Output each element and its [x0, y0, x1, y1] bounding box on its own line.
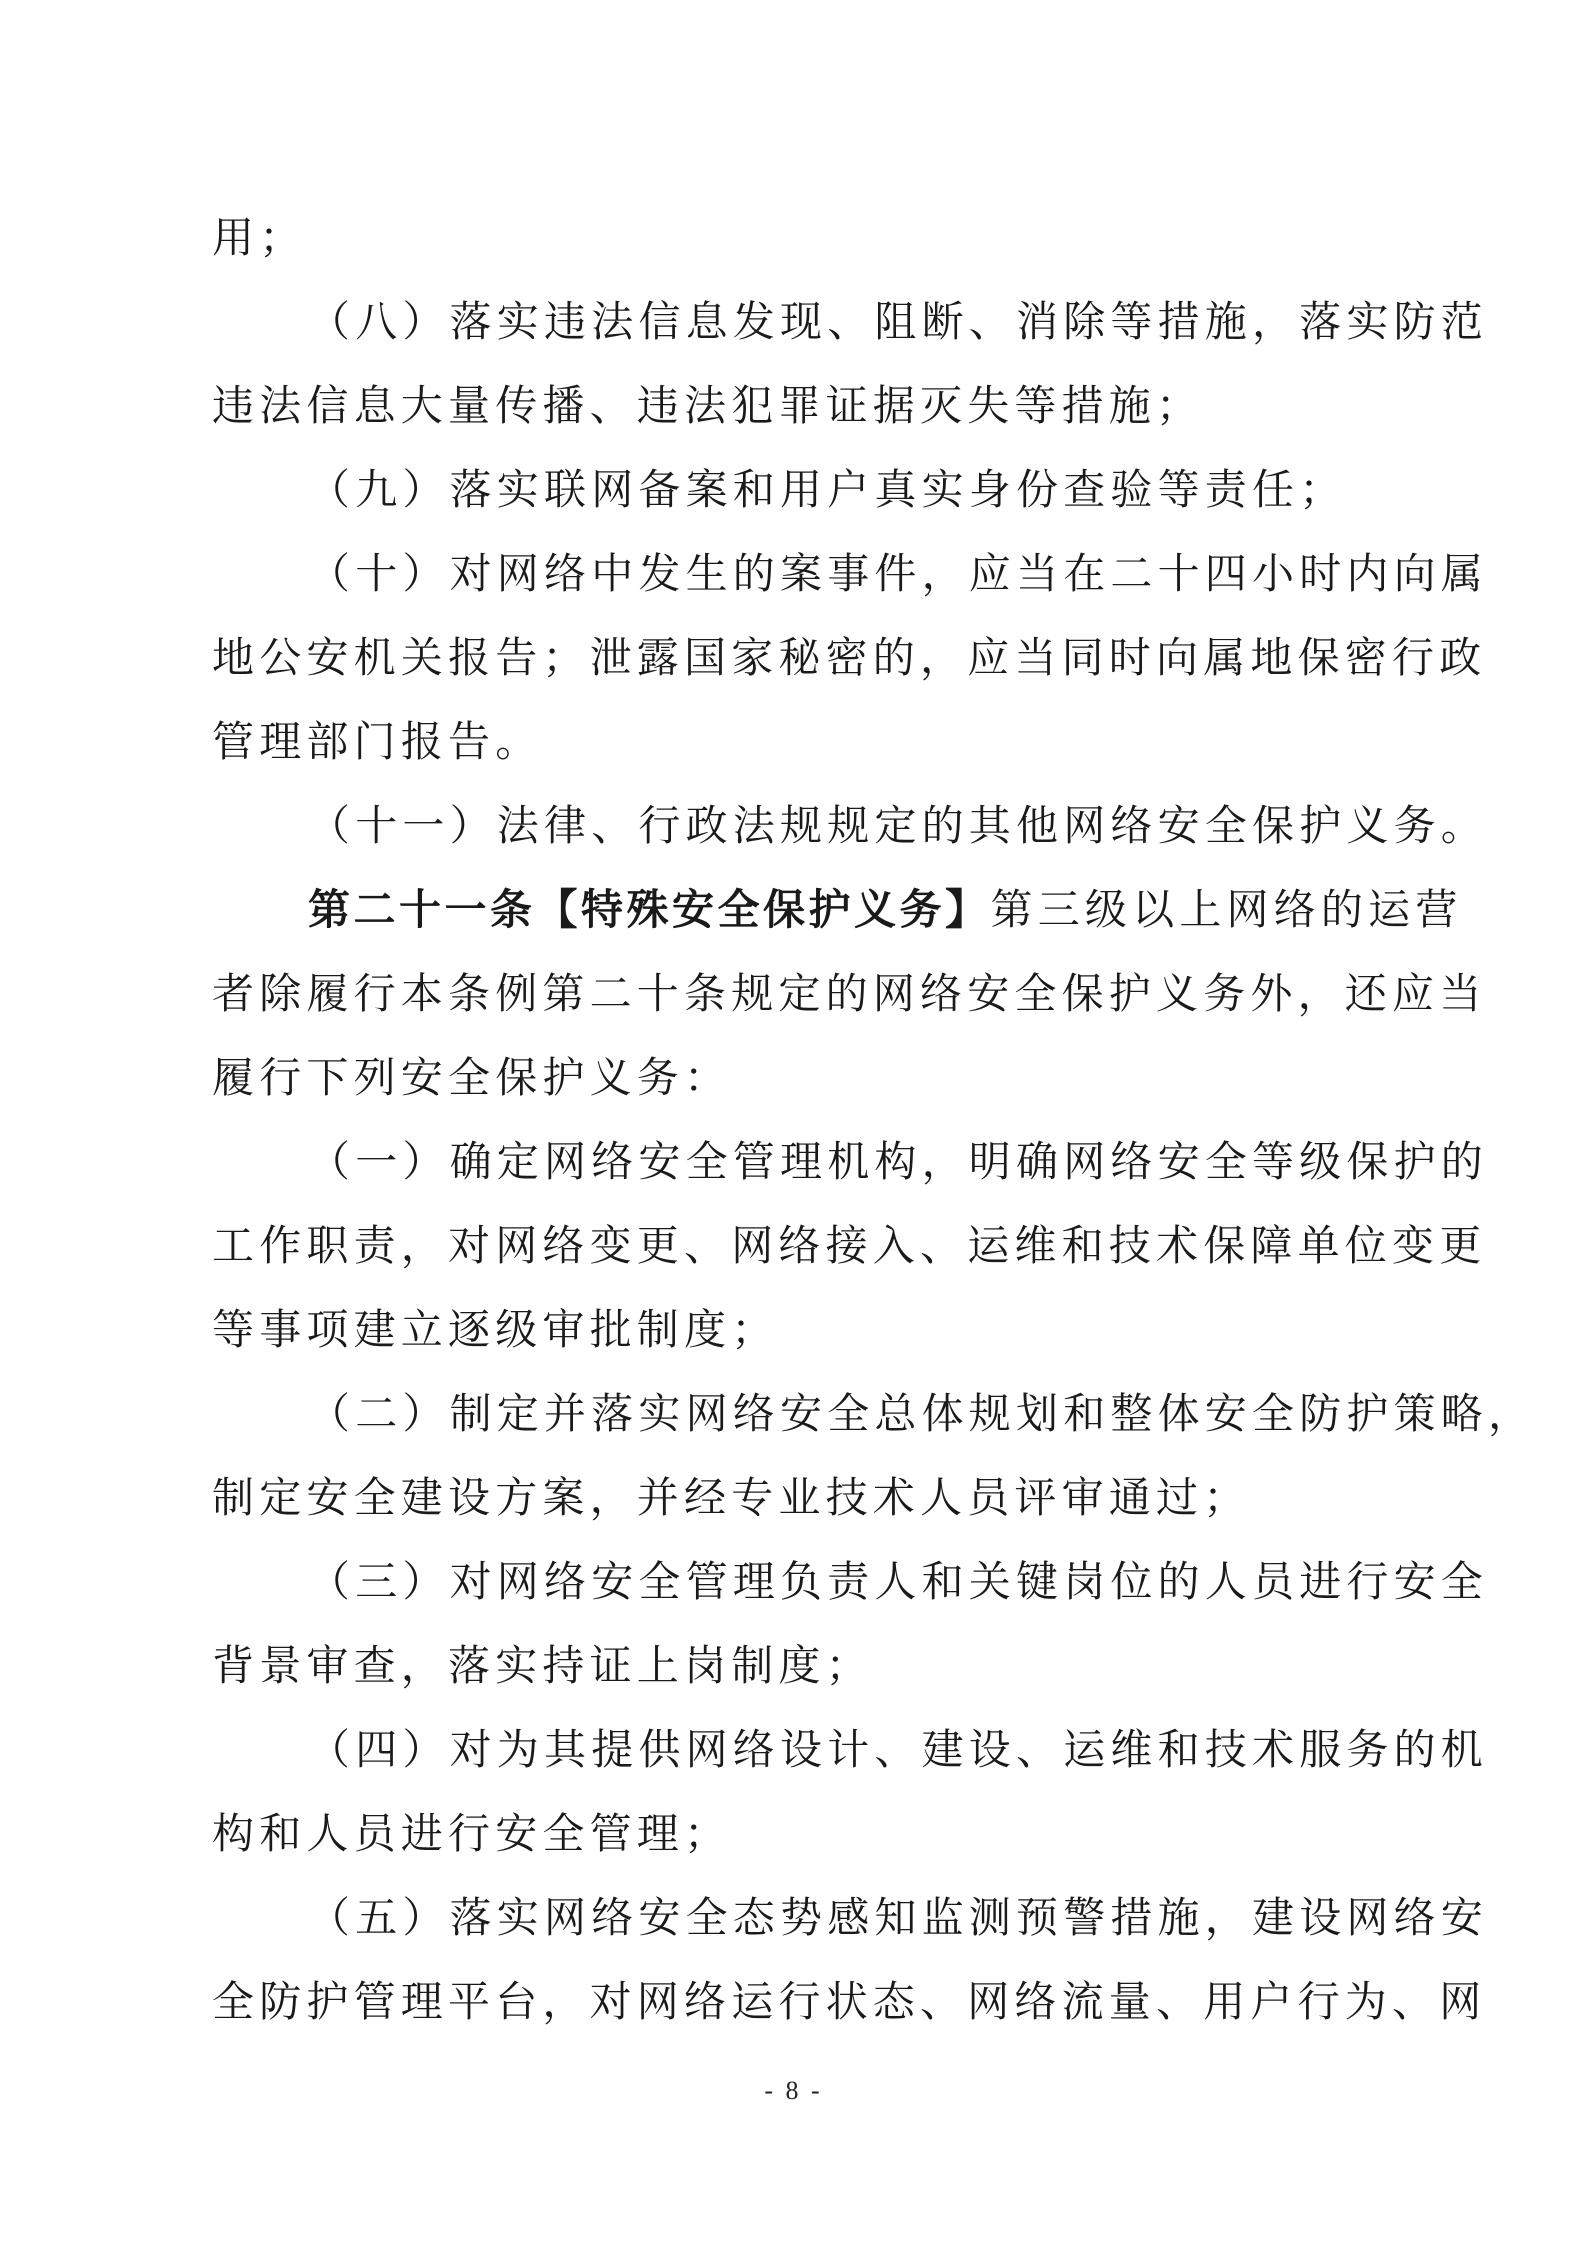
text-line: 管理部门报告。: [212, 717, 543, 766]
text-line: （四）对为其提供网络设计、建设、运维和技术服务的机: [308, 1725, 1489, 1774]
text-line: 履行下列安全保护义务：: [212, 1053, 732, 1102]
text-line: （三）对网络安全管理负责人和关键岗位的人员进行安全: [308, 1557, 1489, 1606]
text-line: 制定安全建设方案，并经专业技术人员评审通过；: [212, 1473, 1251, 1522]
text-line: 等事项建立逐级审批制度；: [212, 1305, 779, 1354]
text-line: （八）落实违法信息发现、阻断、消除等措施，落实防范: [308, 297, 1489, 346]
body-text: [212, 208, 1536, 2056]
text-line: （五）落实网络安全态势感知监测预警措施，建设网络安: [308, 1893, 1489, 1942]
text-line: （十）对网络中发生的案事件，应当在二十四小时内向属: [308, 549, 1489, 598]
text-line: （九）落实联网备案和用户真实身份查验等责任；: [308, 465, 1347, 514]
text-line: （一）确定网络安全管理机构，明确网络安全等级保护的: [308, 1137, 1489, 1186]
text-line: 背景审查，落实持证上岗制度；: [212, 1641, 873, 1690]
text-line: （二）制定并落实网络安全总体规划和整体安全防护策略，: [308, 1389, 1536, 1438]
text-line: 地公安机关报告；泄露国家秘密的，应当同时向属地保密行政: [212, 633, 1487, 682]
text-line: 全防护管理平台，对网络运行状态、网络流量、用户行为、网: [212, 1977, 1487, 2026]
text-line: 工作职责，对网络变更、网络接入、运维和技术保障单位变更: [212, 1221, 1487, 1270]
text-line: 者除履行本条例第二十条规定的网络安全保护义务外，还应当: [212, 969, 1487, 1018]
article-line: [212, 880, 1463, 964]
article-heading: 第二十一条【特殊安全保护义务】: [308, 885, 991, 934]
text-line: 用；: [212, 213, 307, 262]
text-line: 违法信息大量传播、违法犯罪证据灭失等措施；: [212, 381, 1204, 430]
article-text: 第三级以上网络的运营: [990, 885, 1463, 934]
text-line: （十一）法律、行政法规规定的其他网络安全保护义务。: [308, 801, 1489, 850]
page-number: - 8 -: [764, 2076, 823, 2105]
text-line: 构和人员进行安全管理；: [212, 1809, 732, 1858]
